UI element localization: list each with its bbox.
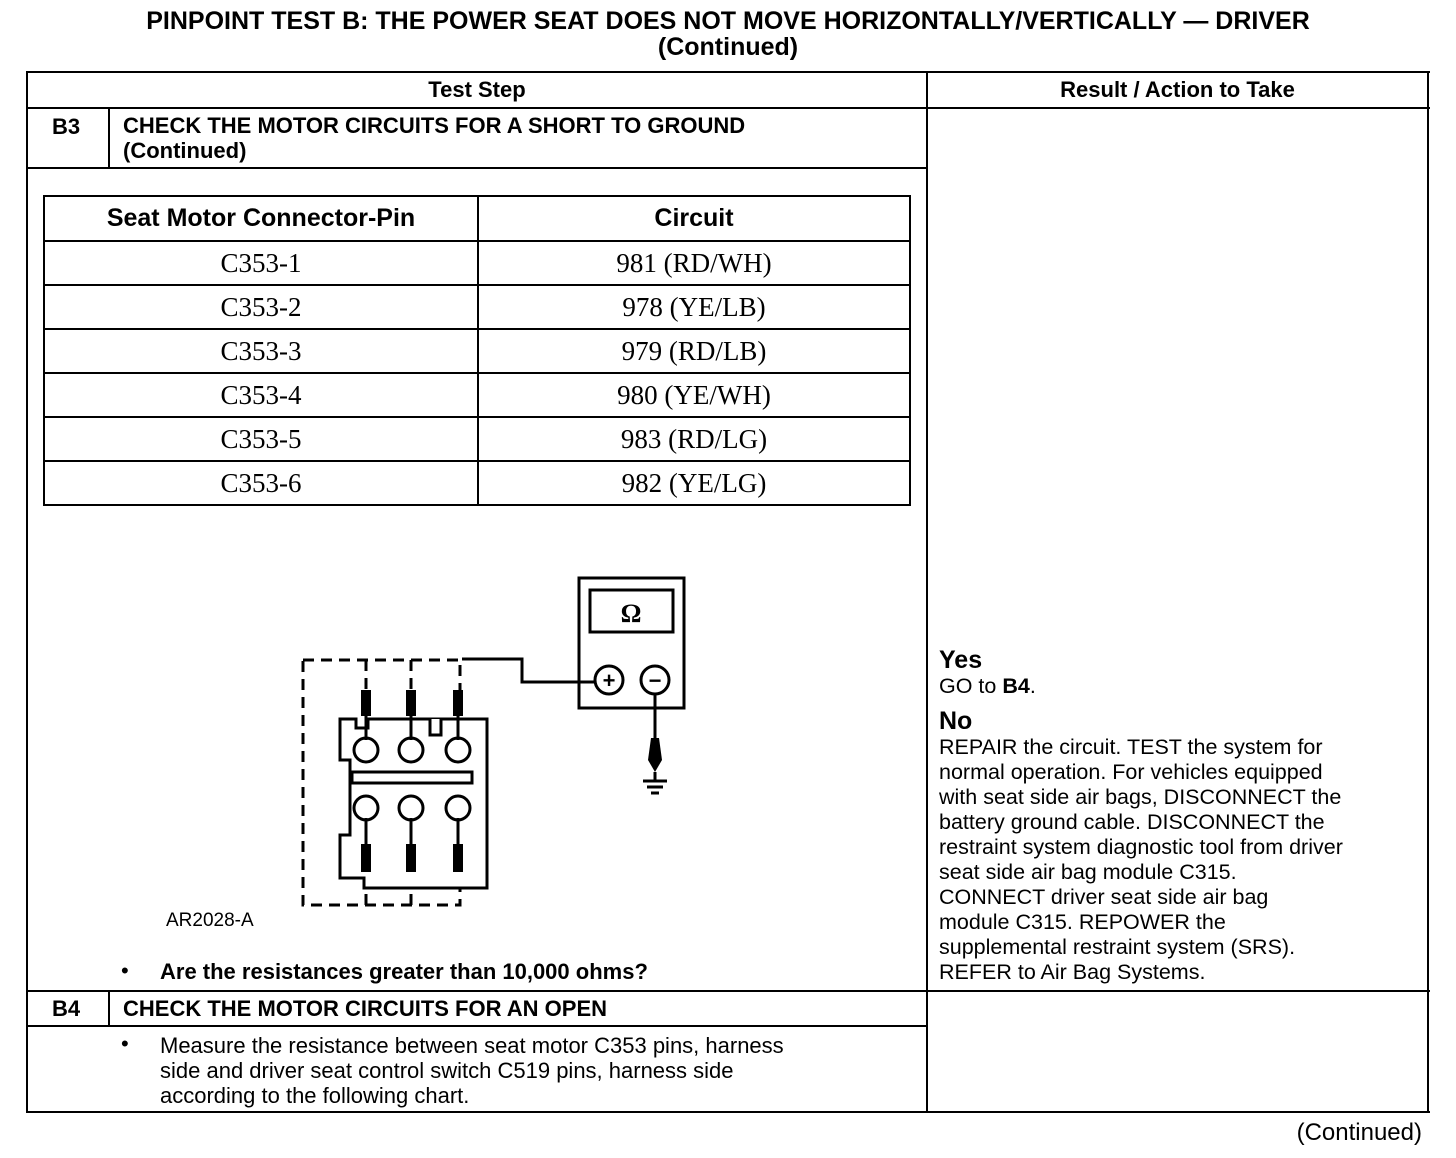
- b4-instruction-line: Measure the resistance between seat motor C353 pins, harness: [160, 1033, 784, 1058]
- no-action-line: REFER to Air Bag Systems.: [939, 960, 1206, 984]
- connector-pin-cell: C353-1: [44, 241, 478, 285]
- column-divider: [926, 71, 928, 1113]
- footer-continued: (Continued): [1296, 1119, 1422, 1146]
- b4-title-bottom-border: [26, 1025, 927, 1027]
- page-title-continued: (Continued): [657, 33, 799, 61]
- circuit-cell: 979 (RD/LB): [478, 329, 910, 373]
- positive-lead-wire: [462, 659, 595, 682]
- b4-instruction-line: according to the following chart.: [160, 1083, 470, 1108]
- no-action-line: restraint system diagnostic tool from driver: [939, 835, 1343, 859]
- plus-icon: +: [602, 668, 616, 693]
- connector-latch: [352, 772, 472, 783]
- pin-circuit-table: [43, 195, 911, 506]
- result-yes-label: Yes: [939, 646, 983, 674]
- table-row: [44, 329, 910, 373]
- yes-action-text: GO to: [939, 674, 1003, 698]
- b4-num-divider: [108, 990, 110, 1027]
- table-row: [44, 241, 910, 285]
- step-title-b3: CHECK THE MOTOR CIRCUITS FOR A SHORT TO GROUND: [123, 113, 746, 138]
- step-title-b4: CHECK THE MOTOR CIRCUITS FOR AN OPEN: [123, 996, 608, 1021]
- circuit-cell: 983 (RD/LG): [478, 417, 910, 461]
- header-bottom-border: [26, 107, 1430, 109]
- no-action-line: supplemental restraint system (SRS).: [939, 935, 1296, 959]
- table-bottom-border: [26, 1111, 1430, 1113]
- b3-bottom-border: [26, 990, 1430, 992]
- b3-num-divider: [108, 107, 110, 169]
- no-action-line: seat side air bag module C315.: [939, 860, 1237, 884]
- header-test-step: Test Step: [428, 77, 526, 102]
- ground-probe-icon: [648, 738, 662, 772]
- connector-pin-cell: C353-5: [44, 417, 478, 461]
- connector-pin-cell: C353-3: [44, 329, 478, 373]
- result-yes-action: [939, 674, 1036, 699]
- page-title: PINPOINT TEST B: THE POWER SEAT DOES NOT MOVE HORIZONTALLY/VERTICALLY — DRIVER: [146, 7, 1310, 35]
- step-number-b3: B3: [52, 114, 81, 139]
- table-row: [44, 373, 910, 417]
- table-top-border: [26, 71, 1430, 73]
- b3-question: Are the resistances greater than 10,000 ohms?: [160, 959, 648, 984]
- ohm-symbol: Ω: [620, 599, 642, 628]
- step-title-b3-continued: (Continued): [123, 138, 247, 163]
- table-right-border: [1427, 71, 1429, 1113]
- no-action-line: CONNECT driver seat side air bag: [939, 885, 1269, 909]
- connector-pin-cell: C353-6: [44, 461, 478, 505]
- no-action-line: normal operation. For vehicles equipped: [939, 760, 1323, 784]
- circuit-cell: 978 (YE/LB): [478, 285, 910, 329]
- yes-action-suffix: .: [1029, 674, 1036, 698]
- step-number-b4: B4: [52, 996, 81, 1021]
- table-row: [44, 285, 910, 329]
- circuit-cell: 981 (RD/WH): [478, 241, 910, 285]
- header-result-action: Result / Action to Take: [1060, 77, 1295, 102]
- connector-pin-cell: C353-2: [44, 285, 478, 329]
- circuit-cell: 982 (YE/LG): [478, 461, 910, 505]
- no-action-line: module C315. REPOWER the: [939, 910, 1226, 934]
- pin-table-header-row: [44, 196, 910, 241]
- ohmmeter-connector-diagram: [290, 570, 700, 915]
- no-action-line: battery ground cable. DISCONNECT the: [939, 810, 1325, 834]
- no-action-line: REPAIR the circuit. TEST the system for: [939, 735, 1323, 759]
- minus-icon: −: [648, 668, 662, 693]
- b4-instructions: [160, 1033, 784, 1108]
- bullet-icon: •: [121, 958, 129, 983]
- figure-id: AR2028-A: [166, 910, 254, 931]
- no-action-line: with seat side air bags, DISCONNECT the: [939, 785, 1342, 809]
- circuit-cell: 980 (YE/WH): [478, 373, 910, 417]
- table-row: [44, 461, 910, 505]
- pin-table-header-connector: Seat Motor Connector-Pin: [44, 196, 478, 241]
- connector-pin-cell: C353-4: [44, 373, 478, 417]
- table-row: [44, 417, 910, 461]
- b4-instruction-line: side and driver seat control switch C519 pins, harness side: [160, 1058, 734, 1083]
- table-left-border: [26, 71, 28, 1113]
- pin-table-header-circuit: Circuit: [478, 196, 910, 241]
- result-no-action: [939, 735, 1423, 985]
- bullet-icon: •: [121, 1031, 129, 1056]
- yes-action-target: B4: [1002, 674, 1030, 698]
- result-no-label: No: [939, 707, 973, 735]
- b3-title-bottom-border: [26, 167, 927, 169]
